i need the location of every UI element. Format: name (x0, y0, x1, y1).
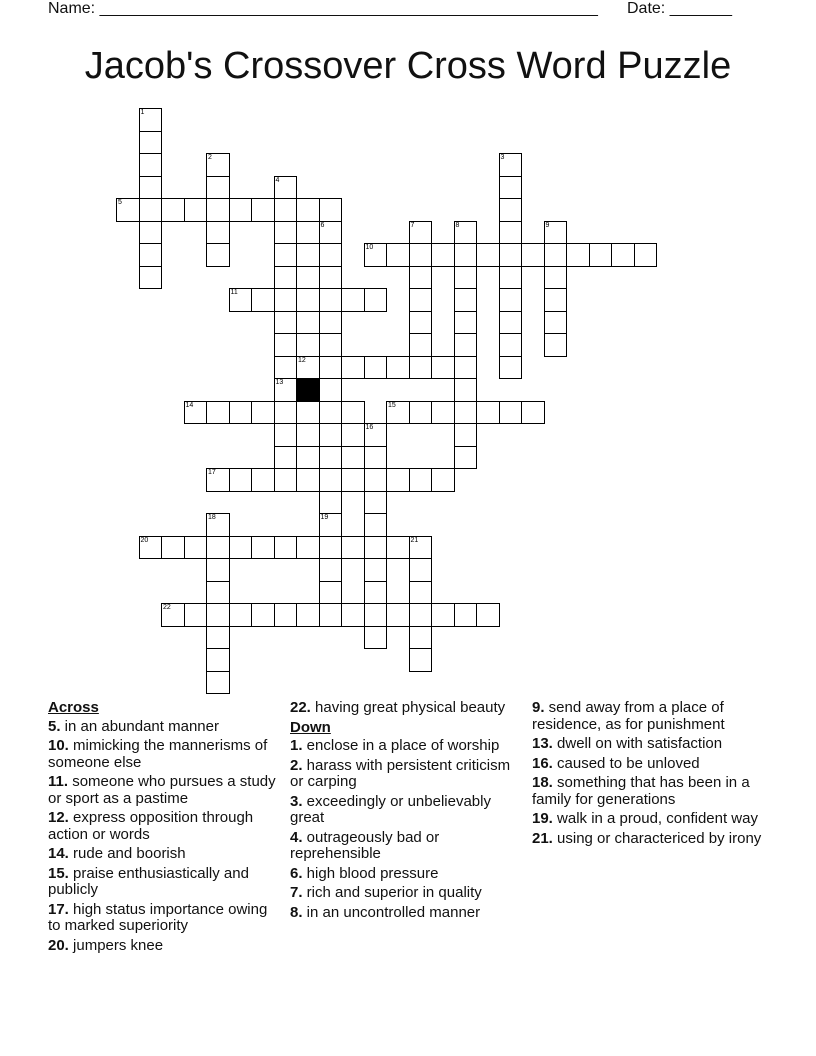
grid-cell[interactable] (274, 221, 298, 245)
cell-number: 6 (320, 221, 325, 229)
cell-number: 8 (455, 221, 460, 229)
grid-cell[interactable] (296, 423, 320, 447)
clue-across-5: 5. in an abundant manner (48, 717, 219, 735)
grid-cell[interactable] (364, 446, 388, 470)
cell-number: 21 (410, 536, 419, 544)
grid-cell[interactable] (161, 603, 185, 627)
grid-cell[interactable] (319, 401, 343, 425)
grid-cell[interactable] (364, 558, 388, 582)
clue-down-1: 1. enclose in a place of worship (290, 737, 500, 754)
grid-cell[interactable] (251, 288, 275, 312)
grid-cell[interactable] (206, 153, 230, 177)
grid-cell[interactable] (409, 468, 433, 492)
grid-cell[interactable] (319, 581, 343, 605)
clue-across-12: 12. express opposition through action or words (48, 809, 254, 843)
grid-cell[interactable] (116, 198, 140, 222)
grid-cell[interactable] (206, 671, 230, 695)
grid-cell[interactable] (229, 401, 253, 425)
grid-cell[interactable] (184, 198, 208, 222)
grid-cell[interactable] (251, 401, 275, 425)
grid-cell[interactable] (274, 423, 298, 447)
grid-cell[interactable] (409, 333, 433, 357)
grid-cell[interactable] (454, 356, 478, 380)
grid-cell[interactable] (409, 266, 433, 290)
grid-cell[interactable] (319, 311, 343, 335)
grid-cell[interactable] (341, 468, 365, 492)
grid-cell[interactable] (544, 243, 568, 267)
grid-cell[interactable] (409, 581, 433, 605)
grid-cell[interactable] (274, 198, 298, 222)
grid-cell[interactable] (184, 603, 208, 627)
clue-across-17: 17. high status importance owing to marked superiority (48, 900, 268, 934)
cell-number: 19 (320, 514, 329, 521)
clue-down-18: 18. something that has been in a family for generations (532, 774, 750, 808)
clues-column-1 (48, 700, 278, 957)
grid-cell[interactable] (499, 311, 523, 335)
grid-cell[interactable] (454, 378, 478, 402)
grid-cell[interactable] (319, 288, 343, 312)
grid-cell[interactable] (409, 221, 433, 245)
grid-cell[interactable] (341, 603, 365, 627)
grid-cell[interactable] (296, 266, 320, 290)
grid-cell[interactable] (296, 536, 320, 560)
grid-cell[interactable] (499, 176, 523, 200)
cell-number: 1 (140, 109, 145, 116)
grid-cell[interactable] (386, 603, 410, 627)
grid-cell[interactable] (454, 603, 478, 627)
grid-cell[interactable] (274, 446, 298, 470)
grid-cell[interactable] (296, 198, 320, 222)
grid-cell[interactable] (364, 581, 388, 605)
cell-number: 13 (275, 379, 284, 386)
cell-number: 16 (365, 424, 374, 431)
grid-cell[interactable] (139, 176, 163, 200)
cell-number: 17 (208, 469, 216, 476)
grid-cell[interactable] (454, 446, 478, 470)
clue-down-16: 16. caused to be unloved (532, 754, 700, 772)
clue-across-14: 14. rude and boorish (48, 845, 186, 862)
grid-cell[interactable] (409, 558, 433, 582)
grid-cell[interactable] (184, 401, 208, 425)
grid-cell[interactable] (431, 603, 455, 627)
clue-down-2: 2. harass with persistent criticism or carping (290, 756, 511, 790)
grid-cell[interactable] (476, 401, 500, 425)
grid-cell[interactable] (139, 243, 163, 267)
grid-cell[interactable] (544, 333, 568, 357)
grid-cell[interactable] (386, 243, 410, 267)
clue-across-15: 15. praise enthusiastically and publicly (48, 864, 249, 898)
grid-cell[interactable] (319, 423, 343, 447)
grid-cell[interactable] (296, 468, 320, 492)
grid-cell[interactable] (206, 536, 230, 560)
puzzle-title: Jacob's Crossover Cross Word Puzzle (84, 45, 732, 87)
grid-cell[interactable] (251, 468, 275, 492)
clues-column-3 (532, 700, 767, 850)
grid-cell[interactable] (431, 468, 455, 492)
grid-cell[interactable] (319, 266, 343, 290)
grid-cell[interactable] (364, 603, 388, 627)
grid-cell[interactable] (296, 401, 320, 425)
grid-cell[interactable] (409, 356, 433, 380)
clues-column-2 (290, 700, 520, 924)
grid-cell[interactable] (521, 401, 545, 425)
grid-cell[interactable] (296, 288, 320, 312)
grid-cell[interactable] (341, 446, 365, 470)
cell-number: 15 (388, 401, 396, 409)
grid-cell[interactable] (319, 221, 343, 245)
grid-cell[interactable] (206, 648, 230, 672)
grid-cell[interactable] (364, 491, 388, 515)
grid-cell[interactable] (386, 356, 410, 380)
grid-cell[interactable] (611, 243, 635, 267)
cell-number: 5 (118, 199, 122, 206)
grid-cell[interactable] (139, 266, 163, 290)
grid-cell[interactable] (409, 401, 433, 425)
grid-cell[interactable] (251, 198, 275, 222)
grid-cell[interactable] (364, 423, 388, 447)
grid-cell[interactable] (296, 356, 320, 380)
grid-cell[interactable] (364, 288, 388, 312)
grid-cell[interactable] (296, 333, 320, 357)
grid-cell[interactable] (364, 243, 388, 267)
cell-number: 11 (230, 289, 238, 296)
grid-cell[interactable] (634, 243, 658, 267)
grid-cell[interactable] (161, 536, 185, 560)
down-heading: Down (290, 718, 331, 736)
grid-cell[interactable] (544, 288, 568, 312)
grid-cell[interactable] (319, 333, 343, 357)
cell-number: 22 (163, 604, 171, 611)
cell-number: 4 (275, 176, 280, 184)
black-cell (296, 378, 320, 402)
grid-cell[interactable] (454, 423, 478, 447)
cell-number: 9 (545, 221, 550, 229)
name-field-label[interactable]: Name: ________________________________________________________ (48, 0, 598, 17)
grid-cell[interactable] (206, 198, 230, 222)
grid-cell[interactable] (296, 603, 320, 627)
grid-cell[interactable] (274, 333, 298, 357)
grid-cell[interactable] (499, 333, 523, 357)
date-field-label[interactable]: Date: _______ (627, 0, 732, 17)
grid-cell[interactable] (319, 558, 343, 582)
grid-cell[interactable] (431, 401, 455, 425)
grid-cell[interactable] (454, 221, 478, 245)
grid-cell[interactable] (274, 536, 298, 560)
grid-cell[interactable] (566, 243, 590, 267)
grid-cell[interactable] (454, 311, 478, 335)
grid-cell[interactable] (544, 266, 568, 290)
grid-cell[interactable] (319, 198, 343, 222)
grid-cell[interactable] (364, 468, 388, 492)
cell-number: 12 (298, 356, 306, 364)
grid-cell[interactable] (274, 356, 298, 380)
grid-cell[interactable] (274, 311, 298, 335)
grid-cell[interactable] (386, 536, 410, 560)
grid-cell[interactable] (431, 243, 455, 267)
grid-cell[interactable] (454, 401, 478, 425)
grid-cell[interactable] (431, 356, 455, 380)
grid-cell[interactable] (274, 378, 298, 402)
grid-cell[interactable] (454, 288, 478, 312)
grid-cell[interactable] (499, 153, 523, 177)
clue-down-4: 4. outrageously bad or reprehensible (290, 828, 440, 862)
grid-cell[interactable] (544, 221, 568, 245)
grid-cell[interactable] (139, 536, 163, 560)
grid-cell[interactable] (454, 266, 478, 290)
clue-across-20: 20. jumpers knee (48, 936, 164, 954)
cell-number: 7 (410, 221, 415, 229)
crossword-grid (116, 108, 656, 693)
grid-cell[interactable] (521, 243, 545, 267)
grid-cell[interactable] (139, 221, 163, 245)
grid-cell[interactable] (364, 626, 388, 650)
clue-down-13: 13. dwell on with satisfaction (532, 735, 723, 752)
grid-cell[interactable] (341, 401, 365, 425)
grid-cell[interactable] (139, 198, 163, 222)
grid-cell[interactable] (454, 243, 478, 267)
grid-cell[interactable] (206, 243, 230, 267)
grid-cell[interactable] (274, 288, 298, 312)
grid-cell[interactable] (229, 536, 253, 560)
cell-number: 3 (500, 154, 505, 161)
grid-cell[interactable] (274, 176, 298, 200)
grid-cell[interactable] (274, 468, 298, 492)
grid-cell[interactable] (499, 401, 523, 425)
grid-cell[interactable] (319, 468, 343, 492)
grid-cell[interactable] (319, 356, 343, 380)
grid-cell[interactable] (454, 333, 478, 357)
grid-cell[interactable] (229, 288, 253, 312)
grid-cell[interactable] (206, 603, 230, 627)
grid-cell[interactable] (296, 311, 320, 335)
clue-down-9: 9. send away from a place of residence, as for punishment (532, 699, 725, 733)
grid-cell[interactable] (206, 401, 230, 425)
grid-cell[interactable] (409, 626, 433, 650)
cell-number: 20 (140, 536, 149, 544)
grid-cell[interactable] (206, 581, 230, 605)
grid-cell[interactable] (409, 311, 433, 335)
grid-cell[interactable] (319, 491, 343, 515)
grid-cell[interactable] (229, 603, 253, 627)
clue-across-22: 22. having great physical beauty (290, 699, 506, 716)
grid-cell[interactable] (589, 243, 613, 267)
cell-number: 14 (185, 401, 194, 409)
grid-cell[interactable] (229, 198, 253, 222)
header (48, 0, 740, 20)
grid-cell[interactable] (251, 603, 275, 627)
clue-down-19: 19. walk in a proud, confident way (532, 810, 758, 827)
grid-cell[interactable] (139, 131, 163, 155)
clue-across-10: 10. mimicking the mannerisms of someone else (48, 737, 268, 771)
grid-cell[interactable] (206, 221, 230, 245)
across-heading: Across (48, 699, 99, 716)
grid-cell[interactable] (139, 108, 163, 132)
grid-cell[interactable] (274, 243, 298, 267)
grid-cell[interactable] (476, 603, 500, 627)
clue-down-3: 3. exceedingly or unbelievably great (290, 792, 491, 826)
grid-cell[interactable] (341, 536, 365, 560)
grid-cell[interactable] (386, 468, 410, 492)
grid-cell[interactable] (296, 446, 320, 470)
grid-cell[interactable] (274, 401, 298, 425)
grid-cell[interactable] (319, 536, 343, 560)
grid-cell[interactable] (274, 603, 298, 627)
grid-cell[interactable] (544, 311, 568, 335)
grid-cell[interactable] (364, 513, 388, 537)
grid-cell[interactable] (206, 513, 230, 537)
grid-cell[interactable] (341, 288, 365, 312)
grid-cell[interactable] (139, 153, 163, 177)
grid-cell[interactable] (251, 536, 275, 560)
clue-down-6: 6. high blood pressure (290, 864, 439, 882)
grid-cell[interactable] (274, 266, 298, 290)
grid-cell[interactable] (386, 401, 410, 425)
grid-cell[interactable] (296, 243, 320, 267)
grid-cell[interactable] (499, 356, 523, 380)
grid-cell[interactable] (499, 243, 523, 267)
grid-cell[interactable] (409, 243, 433, 267)
grid-cell[interactable] (364, 536, 388, 560)
grid-cell[interactable] (499, 198, 523, 222)
cell-number: 2 (208, 154, 212, 161)
cell-number: 18 (208, 514, 216, 521)
grid-cell[interactable] (206, 626, 230, 650)
clue-down-21: 21. using or charactericed by irony (532, 829, 762, 847)
grid-cell[interactable] (476, 243, 500, 267)
grid-cell[interactable] (206, 558, 230, 582)
grid-cell[interactable] (409, 603, 433, 627)
clue-across-11: 11. someone who pursues a study or sport as a pastime (48, 773, 276, 807)
cell-number: 10 (365, 244, 374, 251)
grid-cell[interactable] (499, 288, 523, 312)
grid-cell[interactable] (184, 536, 208, 560)
grid-cell[interactable] (409, 288, 433, 312)
grid-cell[interactable] (499, 221, 523, 245)
grid-cell[interactable] (341, 356, 365, 380)
grid-cell[interactable] (206, 468, 230, 492)
grid-cell[interactable] (206, 176, 230, 200)
grid-cell[interactable] (409, 536, 433, 560)
grid-cell[interactable] (161, 198, 185, 222)
grid-cell[interactable] (319, 243, 343, 267)
grid-cell[interactable] (409, 648, 433, 672)
grid-cell[interactable] (319, 446, 343, 470)
grid-cell[interactable] (499, 266, 523, 290)
grid-cell[interactable] (319, 378, 343, 402)
grid-cell[interactable] (229, 468, 253, 492)
clue-down-7: 7. rich and superior in quality (290, 884, 482, 901)
grid-cell[interactable] (319, 513, 343, 537)
grid-cell[interactable] (319, 603, 343, 627)
grid-cell[interactable] (364, 356, 388, 380)
clue-down-8: 8. in an uncontrolled manner (290, 903, 481, 921)
